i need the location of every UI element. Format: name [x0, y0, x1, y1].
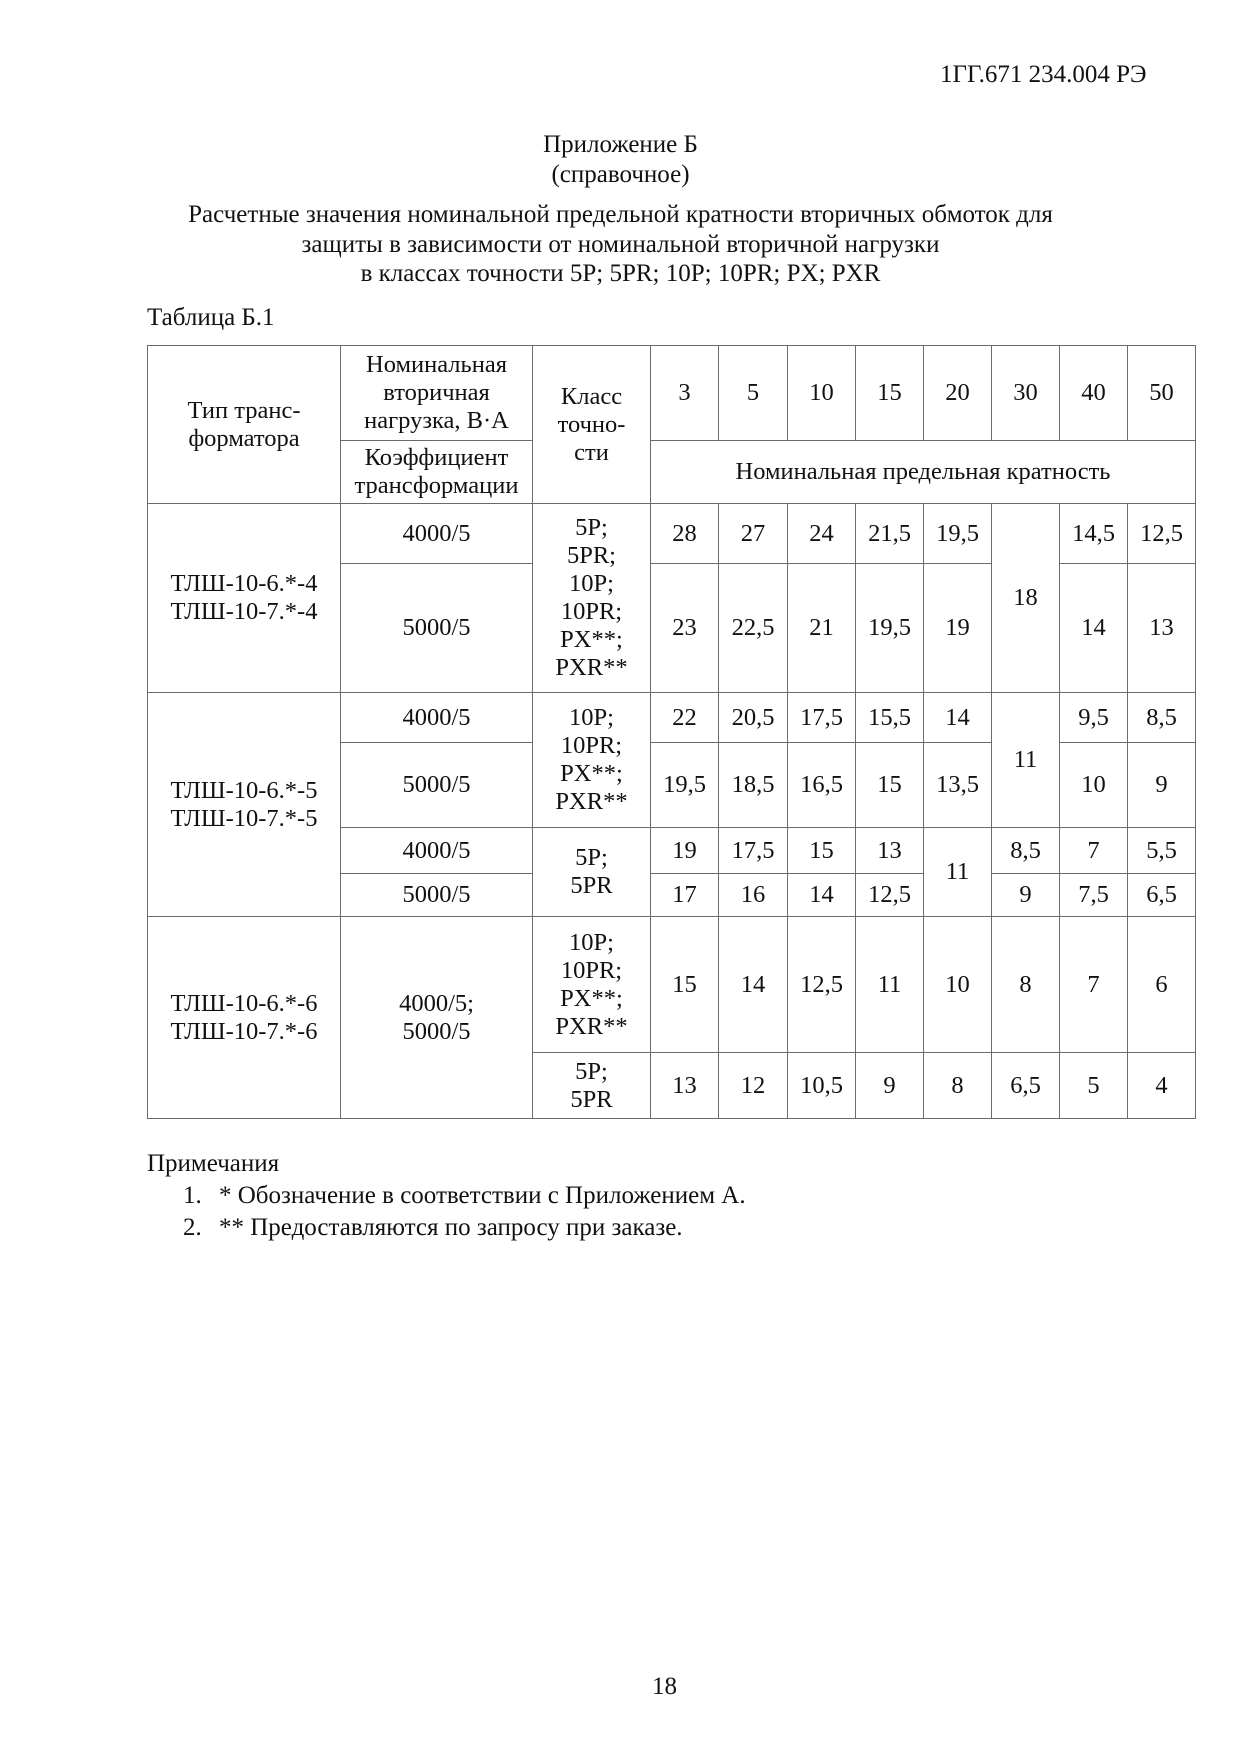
value-cell-value: 11	[945, 858, 970, 885]
value-cell	[650, 827, 719, 874]
value-cell-value: 5	[1087, 1071, 1100, 1099]
value-cell-value: 10	[945, 970, 970, 998]
value-cell	[787, 916, 856, 1053]
value-cell	[650, 873, 719, 917]
accuracy-class-cell-value: 5P; 5PR; 10P; 10PR; PX**; PXR**	[555, 514, 628, 681]
header-accuracy-class	[532, 345, 651, 504]
value-cell-value: 9	[1155, 771, 1168, 798]
value-cell	[718, 692, 788, 743]
value-cell	[787, 742, 856, 828]
header-limit-factor-label: Номинальная предельная кратность	[735, 458, 1111, 485]
value-cell	[718, 873, 788, 917]
ratio-cell	[340, 563, 533, 693]
value-cell-value: 7,5	[1078, 881, 1109, 908]
ratio-cell-value: 5000/5	[402, 614, 471, 641]
value-cell-value: 19	[672, 836, 697, 864]
value-cell-value: 15	[672, 970, 697, 998]
value-cell	[855, 827, 924, 874]
load-header-cell-value: 10	[809, 379, 834, 406]
value-cell-value: 9	[1019, 881, 1032, 908]
value-cell-value: 12,5	[1140, 519, 1183, 547]
value-cell	[1127, 1052, 1196, 1119]
value-cell-value: 21	[809, 614, 834, 641]
table-caption: Таблица Б.1	[147, 304, 275, 331]
value-cell-value: 27	[740, 519, 766, 547]
value-cell	[1127, 563, 1196, 693]
value-cell	[787, 692, 856, 743]
value-cell-value: 8	[951, 1071, 964, 1099]
ratio-cell	[340, 503, 533, 564]
value-cell-value: 13	[672, 1071, 697, 1099]
value-cell-value: 12,5	[868, 881, 911, 908]
value-cell-value: 9	[883, 1071, 896, 1099]
appendix-type: (справочное)	[551, 161, 690, 188]
value-cell-value: 23	[672, 614, 697, 641]
value-cell	[1059, 742, 1128, 828]
value-cell	[650, 742, 719, 828]
header-nominal-load	[340, 345, 533, 441]
title-line-3: в классах точности 5P; 5PR; 10P; 10PR; PX; PXR	[360, 260, 881, 287]
value-cell	[855, 742, 924, 828]
appendix-title: Приложение Б	[543, 131, 698, 158]
value-cell-value: 7	[1087, 970, 1100, 998]
notes-section	[147, 1148, 746, 1244]
load-header-cell	[923, 345, 992, 441]
value-cell-value: 22	[672, 703, 697, 731]
value-cell-value: 8	[1019, 970, 1032, 998]
value-cell	[1127, 742, 1196, 828]
value-cell	[923, 742, 992, 828]
value-cell	[718, 916, 788, 1053]
value-cell-value: 6,5	[1146, 881, 1177, 908]
value-cell-value: 13	[877, 836, 902, 864]
note-item	[183, 1212, 746, 1244]
value-cell-value: 21,5	[868, 519, 911, 547]
value-cell-value: 14	[740, 970, 766, 998]
document-code: 1ГГ.671 234.004 РЭ	[940, 61, 1147, 88]
load-header-cell-value: 15	[877, 379, 902, 406]
load-header-cell	[991, 345, 1060, 441]
value-cell-value: 16,5	[800, 771, 843, 798]
value-cell-value: 19	[945, 614, 970, 641]
value-cell	[1127, 827, 1196, 874]
value-cell-value: 4	[1155, 1071, 1168, 1099]
ratio-cell	[340, 873, 533, 917]
header-type-label: Тип транс- форматора	[187, 396, 301, 452]
value-cell-value: 18	[1013, 584, 1038, 611]
value-cell	[1059, 563, 1128, 693]
value-cell	[923, 692, 992, 743]
ratio-cell	[340, 692, 533, 743]
transformer-type-cell	[147, 692, 341, 917]
value-cell	[991, 873, 1060, 917]
header-ratio	[340, 440, 533, 504]
value-cell-value: 10	[1081, 771, 1106, 798]
note-text: * Обозначение в соответствии с Приложением А.	[219, 1182, 746, 1209]
ratio-cell	[340, 916, 533, 1119]
value-cell-value: 17,5	[731, 836, 775, 864]
value-cell-value: 11	[1013, 746, 1038, 773]
load-header-cell	[718, 345, 788, 441]
value-cell	[787, 1052, 856, 1119]
value-cell	[1059, 1052, 1128, 1119]
header-limit-factor	[650, 440, 1196, 504]
transformer-type-cell	[147, 916, 341, 1119]
value-cell-value: 8,5	[1146, 703, 1177, 731]
value-cell	[718, 742, 788, 828]
value-cell	[991, 1052, 1060, 1119]
value-cell	[855, 1052, 924, 1119]
value-cell	[1127, 692, 1196, 743]
value-cell-value: 14	[945, 703, 970, 731]
value-cell-value: 15	[877, 771, 902, 798]
load-header-cell-value: 3	[678, 379, 691, 406]
value-cell	[718, 827, 788, 874]
value-cell	[923, 563, 992, 693]
value-cell	[1059, 503, 1128, 564]
page-number: 18	[652, 1673, 677, 1700]
header-type	[147, 345, 341, 504]
value-cell	[923, 916, 992, 1053]
value-cell-value: 5,5	[1146, 836, 1177, 864]
load-header-cell	[1059, 345, 1128, 441]
value-cell-value: 19,5	[868, 614, 911, 641]
ratio-cell	[340, 827, 533, 874]
load-header-cell-value: 50	[1149, 379, 1174, 406]
value-cell	[855, 503, 924, 564]
load-header-cell-value: 40	[1081, 379, 1106, 406]
value-cell	[787, 563, 856, 693]
value-cell-value: 12	[740, 1071, 766, 1099]
ratio-cell	[340, 742, 533, 828]
value-cell	[718, 563, 788, 693]
value-cell	[923, 503, 992, 564]
transformer-type-cell	[147, 503, 341, 693]
value-cell-value: 28	[672, 519, 697, 547]
load-header-cell	[787, 345, 856, 441]
value-cell	[650, 692, 719, 743]
value-cell	[650, 503, 719, 564]
value-cell-value: 8,5	[1010, 836, 1041, 864]
value-cell	[650, 916, 719, 1053]
value-cell-value: 17	[672, 881, 697, 908]
value-cell	[1127, 503, 1196, 564]
value-cell-value: 6,5	[1010, 1071, 1041, 1099]
ratio-cell-value: 4000/5	[402, 703, 471, 731]
value-cell-value: 19,5	[936, 519, 979, 547]
value-cell-value: 13	[1149, 614, 1174, 641]
transformer-type-cell-value: ТЛШ-10-6.*-4 ТЛШ-10-7.*-4	[170, 570, 318, 625]
value-cell-value: 15	[809, 836, 834, 864]
value-cell	[855, 692, 924, 743]
value-cell	[991, 503, 1060, 693]
ratio-cell-value: 4000/5	[402, 836, 471, 864]
value-cell-value: 9,5	[1078, 703, 1109, 731]
load-header-cell-value: 5	[746, 379, 760, 406]
value-cell	[991, 827, 1060, 874]
ratio-cell-value: 5000/5	[402, 881, 471, 908]
note-item	[183, 1180, 746, 1212]
value-cell	[718, 503, 788, 564]
value-cell-value: 19,5	[663, 771, 706, 798]
title-line-2: защиты в зависимости от номинальной вторичной нагрузки	[301, 231, 940, 258]
value-cell	[991, 692, 1060, 828]
value-cell-value: 17,5	[800, 703, 843, 731]
value-cell	[923, 1052, 992, 1119]
value-cell	[787, 827, 856, 874]
accuracy-class-cell	[532, 916, 651, 1053]
value-cell-value: 24	[809, 519, 834, 547]
value-cell-value: 16	[740, 881, 766, 908]
value-cell	[923, 827, 992, 917]
load-header-cell-value: 20	[945, 379, 970, 406]
transformer-type-cell-value: ТЛШ-10-6.*-5 ТЛШ-10-7.*-5	[170, 776, 318, 832]
value-cell-value: 14,5	[1072, 519, 1115, 547]
ratio-cell-value: 5000/5	[402, 771, 471, 798]
value-cell-value: 15,5	[868, 703, 911, 731]
value-cell-value: 11	[877, 970, 902, 998]
accuracy-class-cell	[532, 692, 651, 828]
accuracy-class-cell-value: 5P; 5PR	[570, 1057, 613, 1113]
value-cell	[1059, 916, 1128, 1053]
accuracy-class-cell-value: 5P; 5PR	[570, 844, 613, 899]
load-header-cell	[650, 345, 719, 441]
value-cell	[1059, 873, 1128, 917]
value-cell	[650, 1052, 719, 1119]
accuracy-class-cell-value: 10P; 10PR; PX**; PXR**	[555, 928, 628, 1040]
load-header-cell	[855, 345, 924, 441]
value-cell-value: 12,5	[800, 970, 843, 998]
ratio-cell-value: 4000/5	[402, 519, 471, 547]
value-cell	[855, 916, 924, 1053]
load-header-cell-value: 30	[1013, 379, 1038, 406]
value-cell-value: 18,5	[731, 771, 775, 798]
header-nominal-load-label: Номинальная вторичная нагрузка, В·А	[364, 351, 509, 434]
value-cell	[1127, 916, 1196, 1053]
value-cell	[1059, 692, 1128, 743]
value-cell	[855, 563, 924, 693]
note-number: 2.	[183, 1214, 202, 1241]
value-cell-value: 14	[809, 881, 834, 908]
accuracy-class-cell	[532, 503, 651, 693]
load-header-cell	[1127, 345, 1196, 441]
ratio-cell-value: 4000/5; 5000/5	[399, 989, 474, 1045]
note-text: ** Предоставляются по запросу при заказе.	[219, 1214, 683, 1241]
value-cell	[787, 873, 856, 917]
value-cell-value: 7	[1087, 836, 1100, 864]
header-ratio-label: Коэффициент трансформации	[354, 444, 519, 499]
accuracy-class-cell	[532, 827, 651, 917]
note-number: 1.	[183, 1182, 202, 1209]
value-cell-value: 20,5	[731, 703, 775, 731]
value-cell-value: 14	[1081, 614, 1106, 641]
title-line-1: Расчетные значения номинальной предельной кратности вторичных обмоток для	[188, 201, 1053, 228]
accuracy-class-cell	[532, 1052, 651, 1119]
value-cell	[991, 916, 1060, 1053]
accuracy-class-cell-value: 10P; 10PR; PX**; PXR**	[555, 704, 628, 815]
value-cell-value: 22,5	[731, 614, 775, 641]
value-cell	[1059, 827, 1128, 874]
value-cell	[718, 1052, 788, 1119]
value-cell	[787, 503, 856, 564]
value-cell	[855, 873, 924, 917]
value-cell-value: 6	[1155, 970, 1168, 998]
value-cell	[1127, 873, 1196, 917]
value-cell-value: 13,5	[936, 771, 979, 798]
notes-title: Примечания	[147, 1150, 280, 1177]
header-accuracy-class-label: Класс точно- сти	[557, 382, 626, 466]
transformer-type-cell-value: ТЛШ-10-6.*-6 ТЛШ-10-7.*-6	[170, 989, 318, 1045]
value-cell	[650, 563, 719, 693]
value-cell-value: 10,5	[800, 1071, 843, 1099]
